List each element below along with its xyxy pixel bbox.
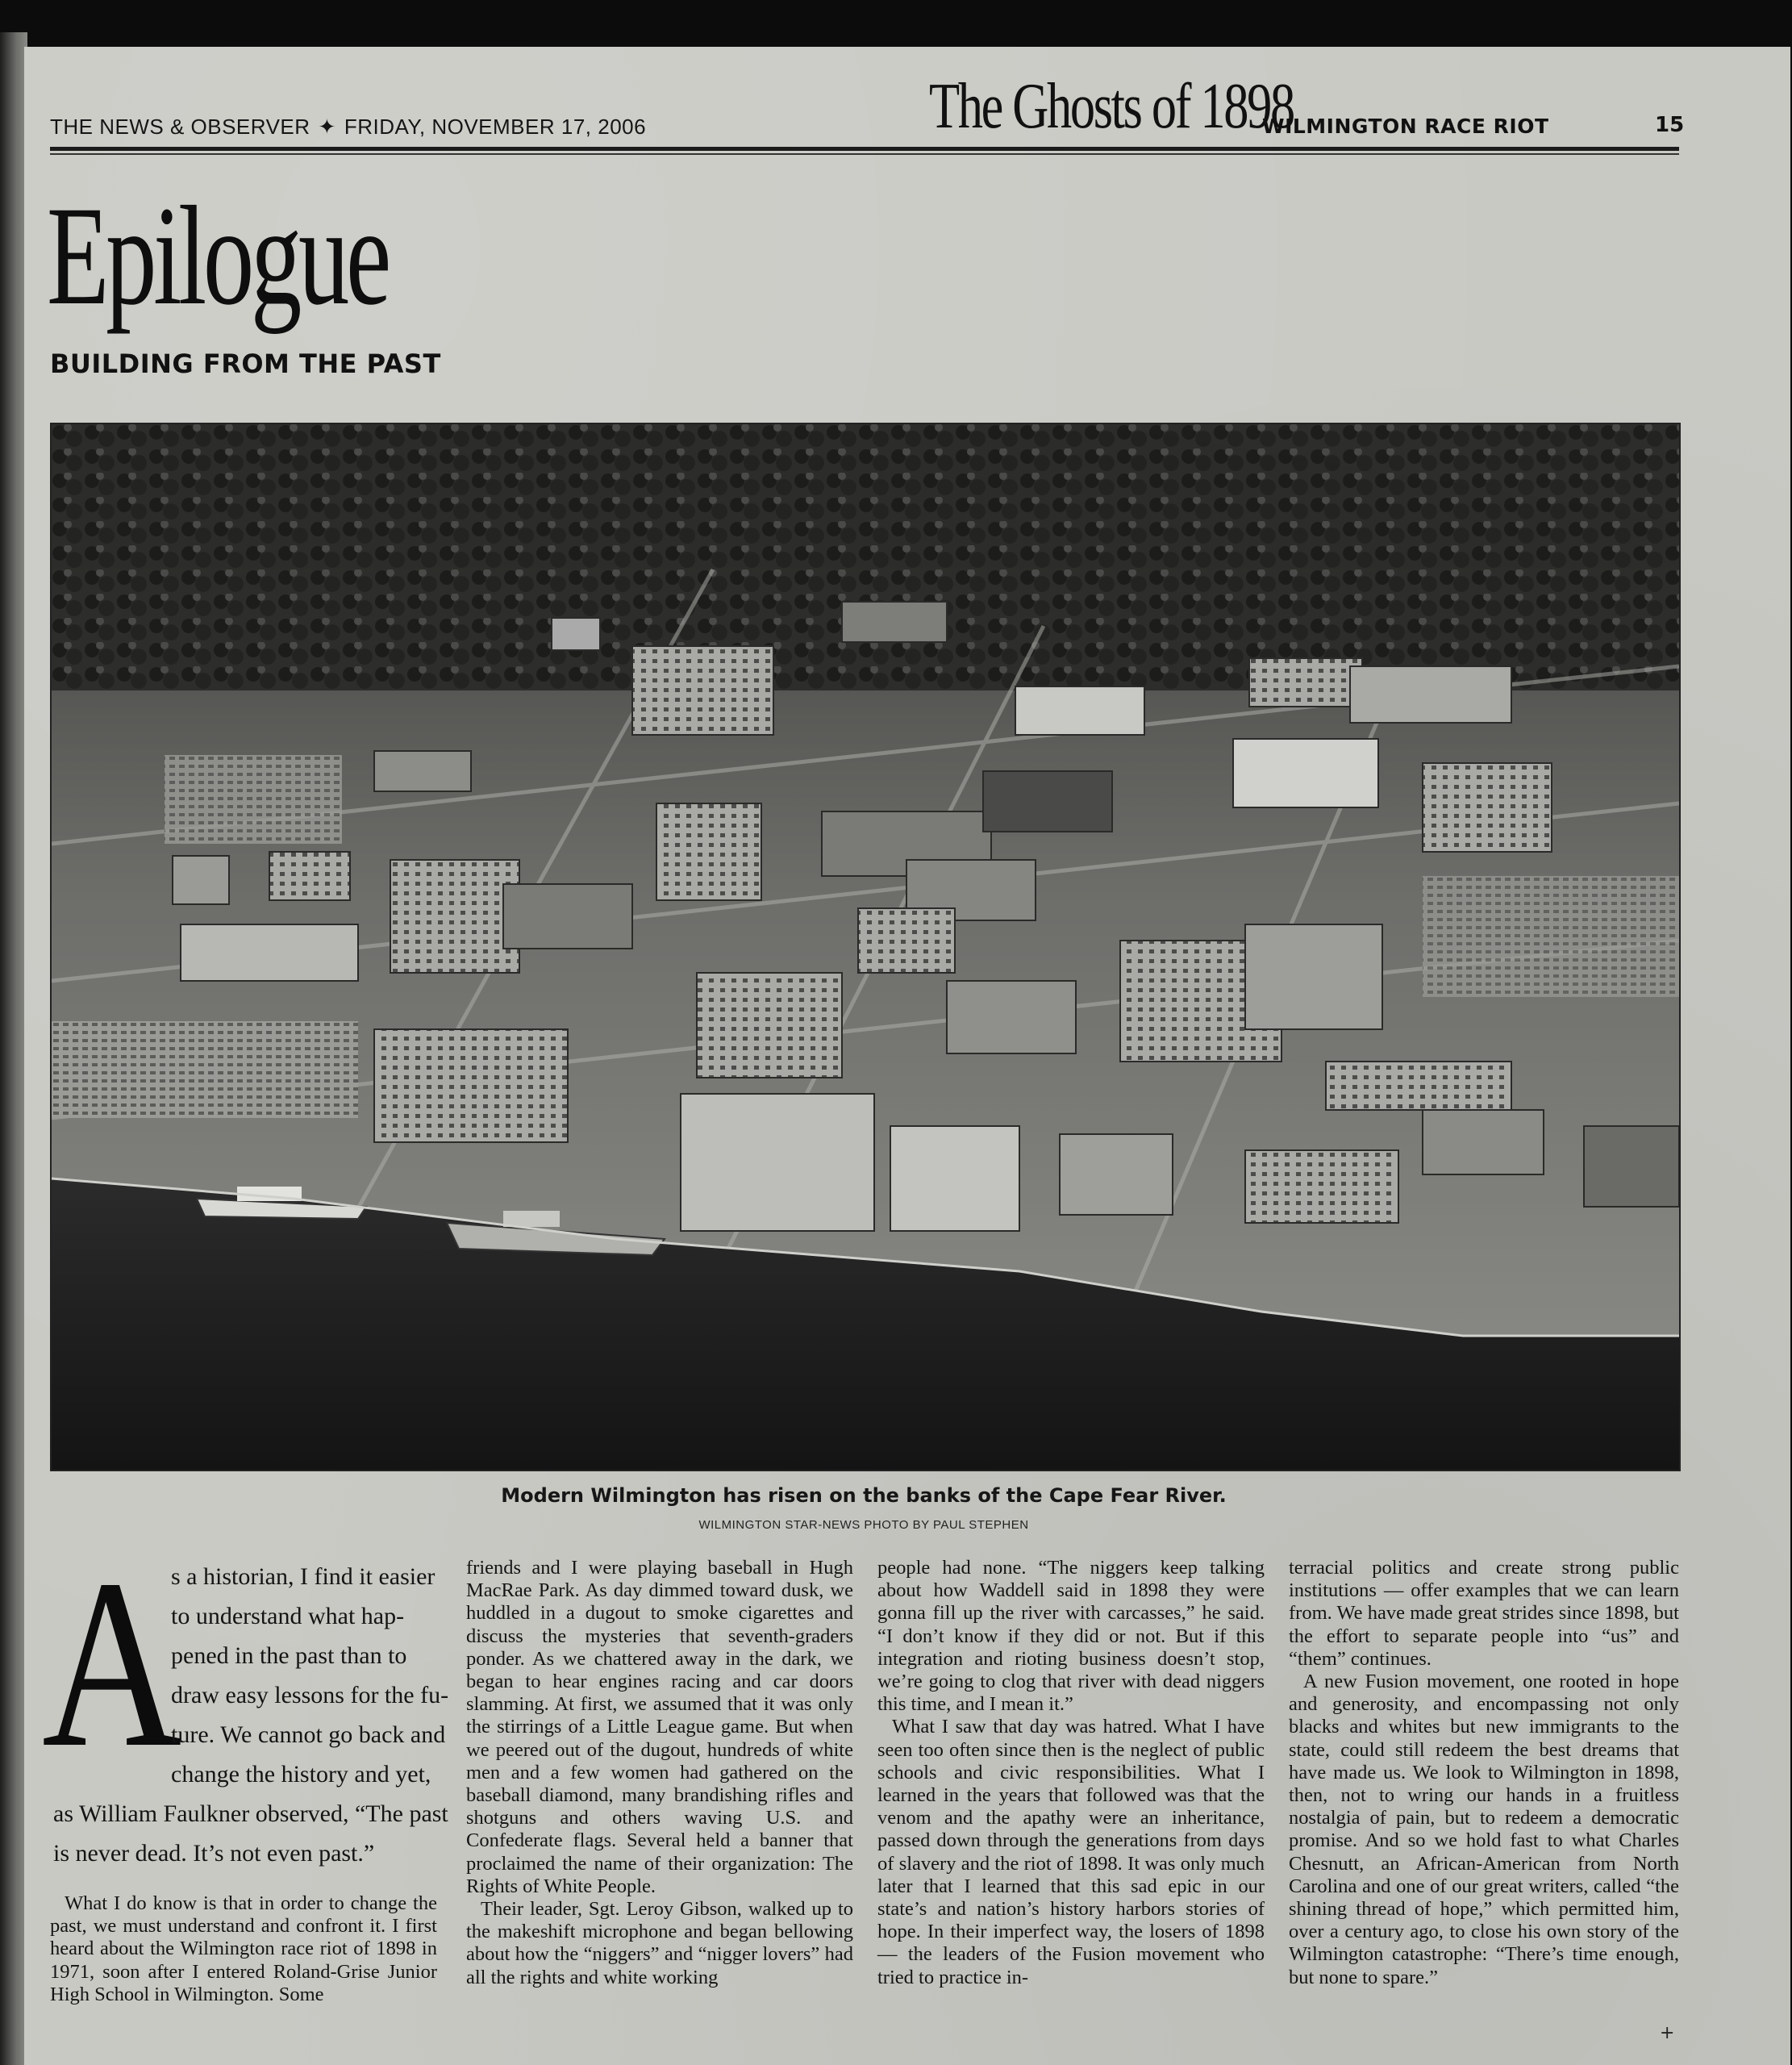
masthead-line <box>50 115 646 140</box>
lead-line: as William Faulkner observed, “The past <box>53 1800 448 1827</box>
drop-cap: A <box>42 1529 182 1797</box>
paragraph: people had none. “The niggers keep talking about how Waddell said in 1898 they were gonna fill up the river with carcasses,” he said. “I don’t know if they did or not. But if this integration and rioting business doesn’t stop, we’re going to clog that river with dead niggers this time, and I mean it.” <box>877 1557 1265 1716</box>
paragraph: What I do know is that in order to change the past, we must understand and confront it. I first heard about the Wilmington race riot of 1898 in 1971, soon after I entered Roland-Grise Junior High School in Wilmington. Some <box>50 1892 437 2005</box>
paper-name: THE NEWS & OBSERVER <box>50 115 310 139</box>
lead-line: ture. We cannot go back and <box>171 1721 446 1748</box>
header-rule-thin <box>50 153 1679 155</box>
lead-line: draw easy lessons for the fu- <box>171 1682 449 1708</box>
article-column-3 <box>877 1557 1265 1989</box>
paragraph: A new Fusion movement, one rooted in hope and generosity, and encompassing not only blacks and whites but new immigrants to the state, could still redeem the best dreams that have made us. We look to Wilmington in 1898, then, not to wring our hands in a fruitless nostalgia of pain, but to redeem a democratic promise. And so we hold fast to what Charles Chesnutt, an African-American from North Carolina and one of our great writers, called “the shining thread of hope,” which permitted him, over a century ago, to close his own story of the Wilmington catastrophe: “There’s time enough, but none to spare.” <box>1289 1671 1679 1988</box>
photo-credit: WILMINGTON STAR-NEWS PHOTO BY PAUL STEPHEN <box>698 1518 1029 1532</box>
lead-line: to understand what hap- <box>171 1603 405 1629</box>
paragraph: What I saw that day was hatred. What I have seen too often since then is the neglect of public schools and civic responsibilities. What I learned in the years that followed was that the venom and the apathy were an inheritance, passed down through the generations from days of slavery and the riot of 1898. It was only much later that I learned that this sad epic in our state’s and nation’s history harbors stories of hope. In their imperfect way, the losers of 1898 — the leaders of the Fusion movement who tried to practice in- <box>877 1716 1265 1988</box>
article-column-2 <box>466 1557 853 1989</box>
aerial-photo-wilmington <box>50 423 1681 1471</box>
page-spine-shadow <box>0 32 27 2065</box>
page-number: 15 <box>1655 113 1685 137</box>
lead-line: change the history and yet, <box>171 1761 431 1788</box>
paragraph: Their leader, Sgt. Leroy Gibson, walked up to the makeshift microphone and began bellowing about how the “niggers” and “nigger lovers” had all the rights and white working <box>466 1898 853 1988</box>
section-label: WILMINGTON RACE RIOT <box>1262 115 1549 138</box>
headline: Epilogue <box>47 177 388 335</box>
subheadline: BUILDING FROM THE PAST <box>50 348 441 379</box>
star-separator-icon: ✦ <box>318 115 336 139</box>
registration-mark-icon: + <box>1660 2023 1675 2043</box>
photo-caption: Modern Wilmington has risen on the banks of the Cape Fear River. <box>501 1484 1227 1507</box>
article-column-4 <box>1289 1557 1679 1989</box>
lead-line: s a historian, I find it easier <box>171 1563 435 1590</box>
paragraph: friends and I were playing baseball in Hugh MacRae Park. As day dimmed toward dusk, we huddled in a dugout to smoke cigarettes and discuss the mysteries that seventh-graders ponder. As we chattered away in the dark, we began to hear engines racing and car doors slamming. At first, we assumed that it was only the stirrings of a Little League game. But when we peered out of the dugout, hundreds of white men and a few women had gathered on the baseball diamond, many brandishing rifles and shotguns and others waving U.S. and Confederate flags. Several held a banner that proclaimed the name of their organization: The Rights of White People. <box>466 1557 853 1897</box>
header-rule <box>50 147 1679 151</box>
series-title: The Ghosts of 1898 <box>929 71 1294 142</box>
paragraph: terracial politics and create strong public institutions — offer examples that we can learn from. We have made great strides since 1898, but the effort to separate people into “us” and “them” continues. <box>1289 1557 1679 1670</box>
lead-line: is never dead. It’s not even past.” <box>53 1840 375 1867</box>
article-column-1 <box>50 1892 437 2006</box>
issue-date: FRIDAY, NOVEMBER 17, 2006 <box>344 115 647 139</box>
lead-line: pened in the past than to <box>171 1642 407 1669</box>
